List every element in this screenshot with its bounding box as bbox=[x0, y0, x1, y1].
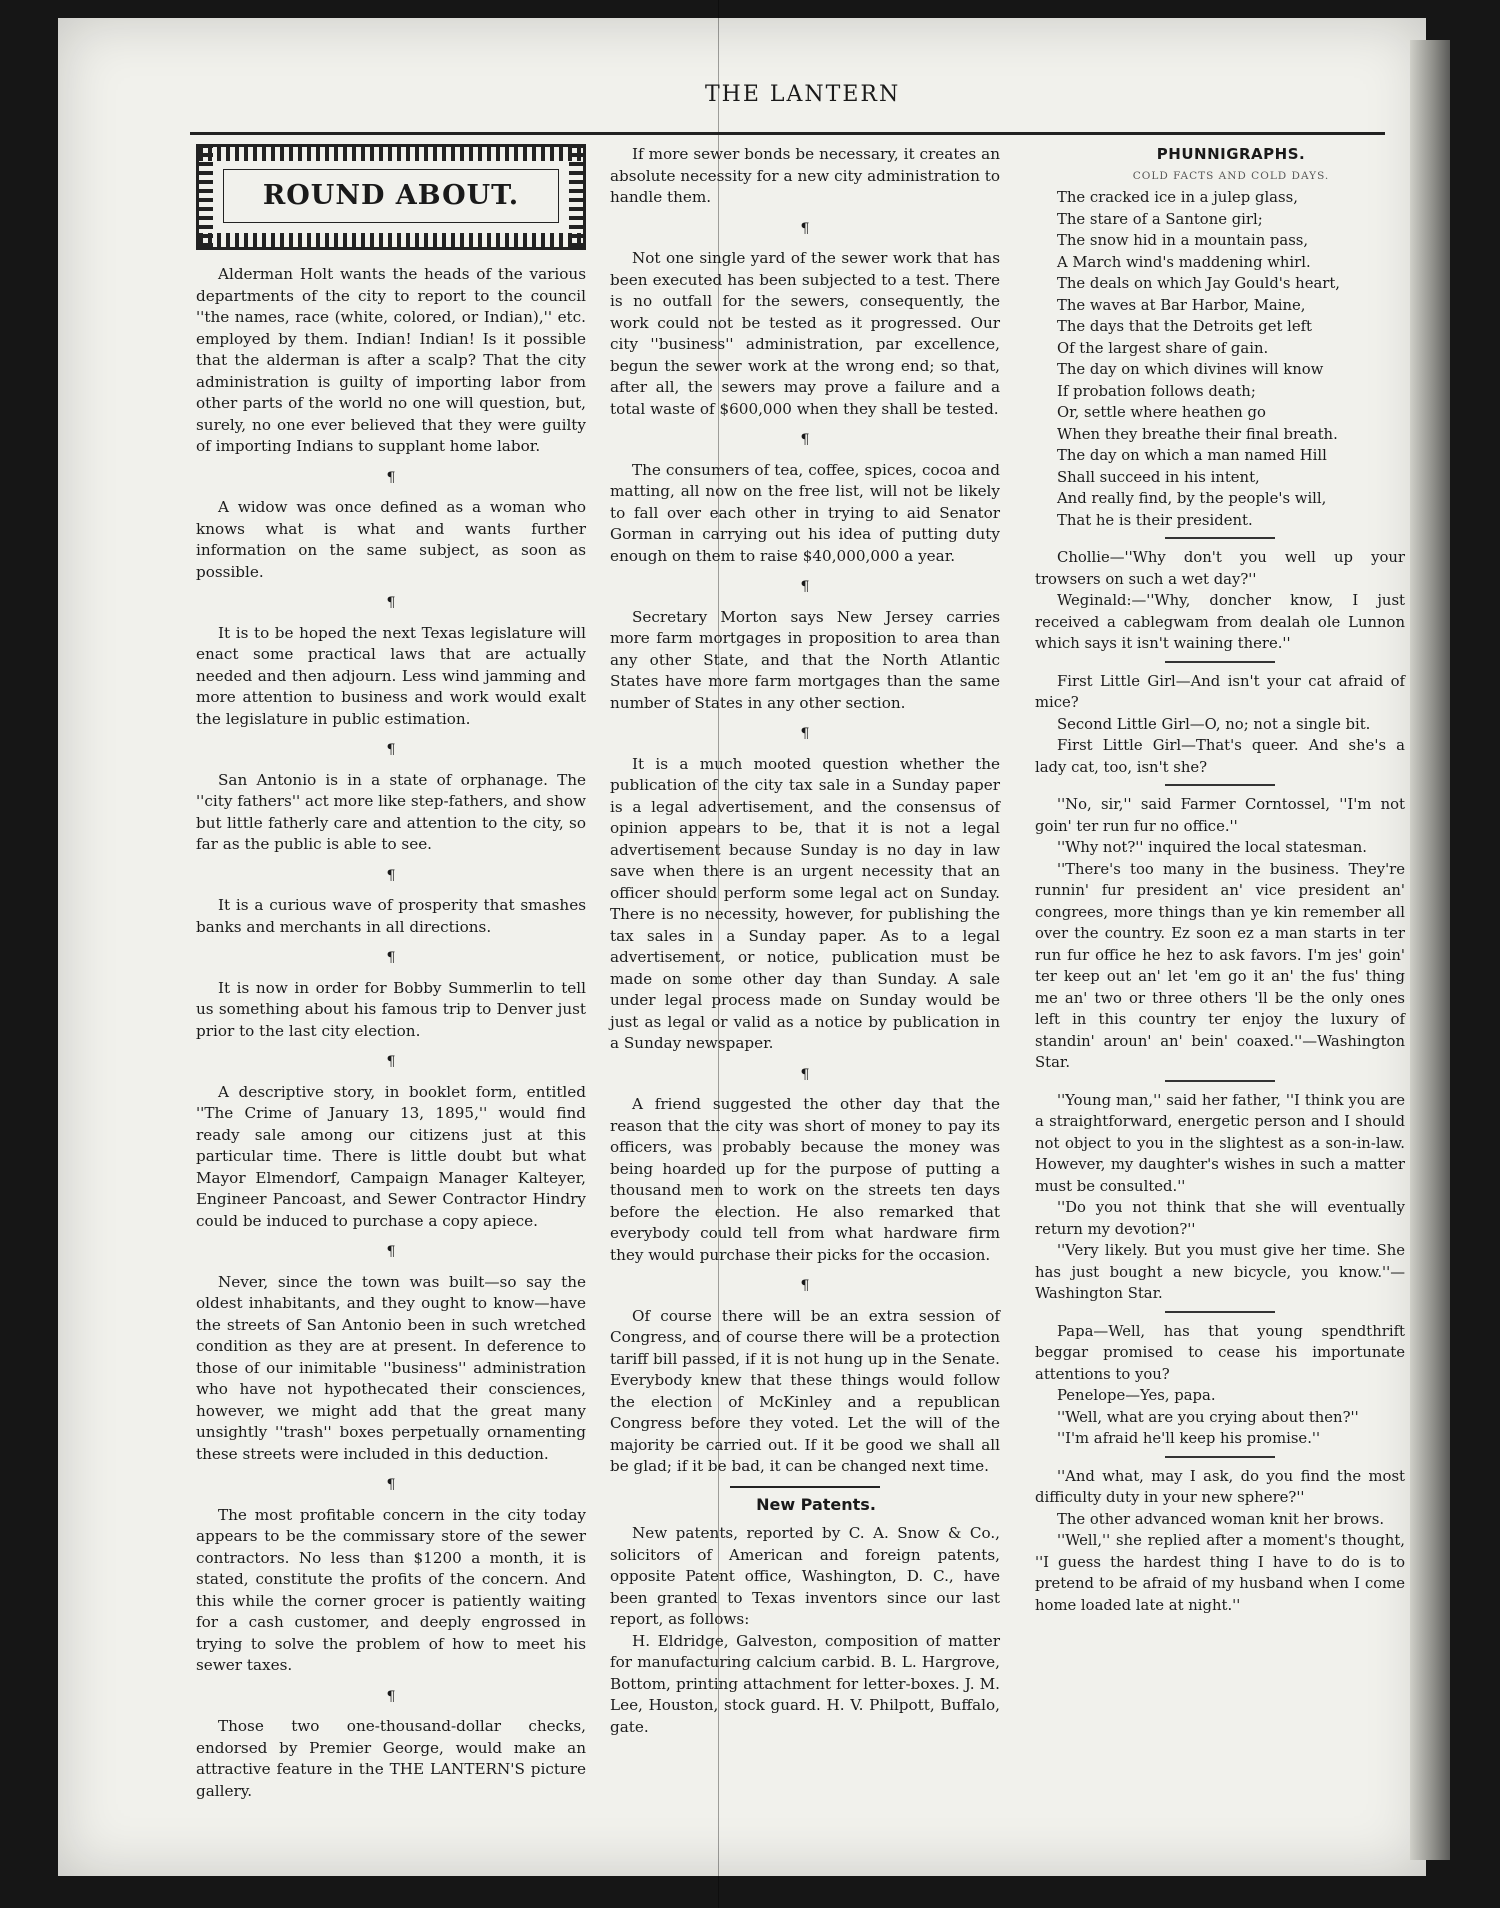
joke-line: ''No, sir,'' said Farmer Corntossel, ''I'm not goin' ter run fur no office.'' bbox=[1035, 796, 1405, 835]
joke-line: First Little Girl—And isn't your cat afraid of mice? bbox=[1035, 672, 1405, 711]
poem-line: Of the largest share of gain. bbox=[1057, 339, 1269, 357]
poem-line: The waves at Bar Harbor, Maine, bbox=[1057, 296, 1306, 314]
joke-line: Weginald:—''Why, doncher know, I just received a cablegwam from dealah ole Lunnon which says it isn't waining there.'' bbox=[1035, 592, 1405, 652]
joke-line: ''Young man,'' said her father, ''I think you are a straightforward, energetic person and I should not object to you in the slightest as a son-in-law. However, my daughter's wishes in such a matter must be consulted.'' bbox=[1035, 1091, 1405, 1195]
poem-line: The deals on which Jay Gould's heart, bbox=[1057, 275, 1341, 292]
joke-line: First Little Girl—That's queer. And she's a lady cat, too, isn't she? bbox=[1035, 737, 1405, 776]
section-header-frame bbox=[196, 144, 586, 250]
poem-line: And really find, by the people's will, bbox=[1057, 490, 1327, 507]
article-paragraph: A friend suggested the other day that the reason that the city was short of money to pay its officers, was probably because the money was being hoarded up for the purpose of putting a thousand men to work on the streets ten days before the election. He also remarked that everybody could tell from what hardware firm they would purchase their picks for the occasion. bbox=[610, 1095, 1000, 1264]
joke-line: Papa—Well, has that young spendthrift beggar promised to cease his importunate attentions to you? bbox=[1035, 1322, 1405, 1383]
pilcrow-divider: ¶ bbox=[386, 867, 396, 884]
poem-line: The snow hid in a mountain pass, bbox=[1057, 232, 1309, 249]
article-paragraph: It is a much mooted question whether the publication of the city tax sale in a Sunday paper is a legal advertisement, and the consensus of opinion appears to be, that it is not a legal advertisement because Sunday is no day in law save when there is an urgent necessity that an officer should perform some legal act on Sunday. There is no necessity, however, for publishing the tax sales in a Sunday paper. As to a legal advertisement, or notice, publication must be made on some other day than Sunday. A sale under legal process made on Sunday would be just as legal or valid as a notice by publication in a Sunday newspaper. bbox=[610, 754, 1000, 1052]
pilcrow-divider: ¶ bbox=[800, 1278, 810, 1294]
joke-line: The other advanced woman knit her brows. bbox=[1057, 1510, 1385, 1528]
pilcrow-divider: ¶ bbox=[800, 1066, 810, 1083]
article-paragraph: Never, since the town was built—so say the oldest inhabitants, and they ought to know—have the streets of San Antonio been in such wretched condition as they are at present. In deference to those of our inimitable ''business'' administration who have not hypothecated their consciences, however, we might add that the great many unsightly ''trash'' boxes perpetually ornamenting these streets were included in this deduction. bbox=[196, 1272, 586, 1463]
joke-line: ''Well,'' she replied after a moment's thought, ''I guess the hardest thing I have to do is to pretend to be afraid of my husband when I come home loaded late at night.'' bbox=[1035, 1532, 1405, 1614]
pilcrow-divider: ¶ bbox=[386, 1054, 396, 1070]
poem-line: A March wind's maddening whirl. bbox=[1057, 253, 1311, 271]
joke-line: Chollie—''Why don't you well up your trowsers on such a wet day?'' bbox=[1035, 549, 1405, 588]
new-patents-heading: New Patents. bbox=[756, 1494, 876, 1514]
article-paragraph: If more sewer bonds be necessary, it creates an absolute necessity for a new city administration to handle them. bbox=[610, 145, 1000, 206]
poem-line: The cracked ice in a julep glass, bbox=[1057, 189, 1298, 206]
article-paragraph: It is to be hoped the next Texas legislature will enact some practical laws that are actually needed and then adjourn. Less wind jamming and more attention to business and work would exalt the legislature in public estimation. bbox=[196, 623, 586, 728]
poem-line: That he is their president. bbox=[1057, 511, 1253, 529]
joke-line: ''And what, may I ask, do you find the most difficulty duty in your new sphere?'' bbox=[1035, 1467, 1405, 1506]
section-title: ROUND ABOUT. bbox=[223, 169, 559, 223]
page-edge bbox=[1410, 40, 1450, 1860]
poem-line: The stare of a Santone girl; bbox=[1057, 210, 1263, 228]
joke-separator bbox=[1165, 661, 1275, 663]
pilcrow-divider: ¶ bbox=[800, 220, 810, 237]
article-paragraph: San Antonio is in a state of orphanage. The ''city fathers'' act more like step-fathers, and show but little fatherly care and attention to the city, so far as the public is able to see. bbox=[196, 770, 586, 853]
column-round-about bbox=[196, 144, 586, 1802]
masthead: THE LANTERN bbox=[705, 82, 901, 107]
article-paragraph: The most profitable concern in the city today appears to be the commissary store of the sewer contractors. No less than $1200 a month, it is stated, constitute the profits of the concern. And this while the corner grocer is patiently waiting for a cash customer, and deeply engrossed in trying to solve the problem of how to meet his sewer taxes. bbox=[196, 1505, 586, 1674]
joke-line: ''I'm afraid he'll keep his promise.'' bbox=[1057, 1430, 1321, 1447]
pilcrow-divider: ¶ bbox=[386, 1244, 396, 1260]
poem-line: The days that the Detroits get left bbox=[1057, 318, 1313, 335]
section-rule bbox=[730, 1486, 880, 1488]
phunnigraphs-heading: PHUNNIGRAPHS. bbox=[1156, 145, 1306, 163]
joke-line: ''Very likely. But you must give her time. She has just bought a new bicycle, you know.''—Washington Star. bbox=[1035, 1242, 1405, 1302]
joke-separator bbox=[1165, 1080, 1275, 1082]
pilcrow-divider: ¶ bbox=[386, 1688, 396, 1705]
joke-separator bbox=[1165, 1456, 1275, 1458]
poem-line: The day on which divines will know bbox=[1057, 361, 1324, 378]
article-paragraph: A descriptive story, in booklet form, entitled ''The Crime of January 13, 1895,'' would find ready sale among our citizens just at this particular time. There is little doubt but what Mayor Elmendorf, Campaign Manager Kalteyer, Engineer Pancoast, and Sewer Contractor Hindry could be induced to purchase a copy apiece. bbox=[196, 1082, 586, 1230]
pilcrow-divider: ¶ bbox=[800, 726, 810, 742]
article-paragraph: Secretary Morton says New Jersey carries more farm mortgages in proposition to area than any other State, and that the North Atlantic States have more farm mortgages than the same number of States in any other section. bbox=[610, 607, 1000, 712]
article-paragraph: The consumers of tea, coffee, spices, cocoa and matting, all now on the free list, will not be likely to fall over each other in trying to aid Senator Gorman in carrying out his idea of putting duty enough on them to raise $40,000,000 a year. bbox=[610, 460, 1000, 565]
poem-title: COLD FACTS AND COLD DAYS. bbox=[1132, 169, 1330, 182]
article-paragraph: Those two one-thousand-dollar checks, endorsed by Premier George, would make an attractive feature in the THE LANTERN'S picture gallery. bbox=[196, 1717, 586, 1800]
joke-separator bbox=[1165, 1311, 1275, 1313]
pilcrow-divider: ¶ bbox=[800, 432, 810, 448]
pilcrow-divider: ¶ bbox=[386, 742, 396, 758]
header-rule bbox=[190, 132, 1385, 135]
poem-line: When they breathe their final breath. bbox=[1057, 425, 1338, 443]
article-paragraph: Not one single yard of the sewer work that has been executed has been subjected to a test. There is no outfall for the sewers, consequently, the work could not be tested as it progressed. Our city ''business'' administration, par excellence, begun the sewer work at the wrong end; so that, after all, the sewers may prove a failure and a total waste of $600,000 when they shall be tested. bbox=[610, 249, 1000, 418]
article-paragraph: Alderman Holt wants the heads of the various departments of the city to report to the council ''the names, race (white, colored, or Indian),'' etc. employed by them. Indian! Indian! Is it possible that the alderman is after a scalp? That the city administration is guilty of importing labor from other parts of the world no one will question, but, surely, no one ever believed that they were guilty of importing Indians to supplant home labor. bbox=[196, 265, 586, 455]
joke-line: ''There's too many in the business. They're runnin' fur president an' vice president an' congrees, more things than ye kin remember all over the country. Ez soon ez a man starts in ter run fur office he hez to ask favors. I'm jes' goin' ter keep out an' let 'em go it an' the fus' thing me an' two or three others 'll be the only ones left in this country ter enjoy the luxury of standin' aroun' an' bein' coaxed.''—Washington Star. bbox=[1035, 860, 1405, 1071]
pilcrow-divider: ¶ bbox=[800, 579, 810, 595]
pilcrow-divider: ¶ bbox=[386, 1477, 396, 1493]
joke-line: ''Do you not think that she will eventually return my devotion?'' bbox=[1035, 1199, 1405, 1238]
poem-line: If probation follows death; bbox=[1057, 382, 1256, 400]
joke-line: Penelope—Yes, papa. bbox=[1057, 1387, 1216, 1404]
pilcrow-divider: ¶ bbox=[386, 469, 396, 486]
poem-line: Or, settle where heathen go bbox=[1057, 404, 1266, 421]
joke-line: ''Why not?'' inquired the local statesman. bbox=[1057, 839, 1367, 856]
column-phunnigraphs bbox=[1035, 144, 1405, 1616]
joke-line: Second Little Girl—O, no; not a single bit. bbox=[1057, 715, 1371, 733]
new-patents-list: H. Eldridge, Galveston, composition of matter for manufacturing calcium carbid. B. L. Hargrove, Bottom, printing attachment for letter-boxes. J. M. Lee, Houston, stock guard. H. V. Philpott, Buffalo, gate. bbox=[610, 1631, 1000, 1736]
poem-line: Shall succeed in his intent, bbox=[1057, 468, 1260, 486]
new-patents-intro: New patents, reported by C. A. Snow & Co., solicitors of American and foreign patents, opposite Patent office, Washington, D. C., have been granted to Texas inventors since our last report, as follows: bbox=[610, 1524, 1000, 1628]
article-paragraph: Of course there will be an extra session of Congress, and of course there will be a protection tariff bill passed, if it is not hung up in the Senate. Everybody knew that these things would follow the election of McKinley and a republican Congress before they voted. Let the will of the majority be carried out. If it be good we shall all be glad; if it be bad, it can be changed next time. bbox=[610, 1306, 1000, 1475]
pilcrow-divider: ¶ bbox=[386, 950, 396, 966]
pilcrow-divider: ¶ bbox=[386, 595, 396, 611]
joke-separator bbox=[1165, 537, 1275, 539]
joke-separator bbox=[1165, 784, 1275, 786]
article-paragraph: It is a curious wave of prosperity that smashes banks and merchants in all directions. bbox=[196, 896, 586, 936]
column-editorials bbox=[610, 144, 1000, 1738]
joke-line: ''Well, what are you crying about then?'' bbox=[1057, 1408, 1359, 1426]
poem-line: The day on which a man named Hill bbox=[1057, 447, 1327, 464]
article-paragraph: A widow was once defined as a woman who knows what is what and wants further information on the same subject, as soon as possible. bbox=[196, 498, 586, 581]
article-paragraph: It is now in order for Bobby Summerlin to tell us something about his famous trip to Denver just prior to the last city election. bbox=[196, 978, 586, 1040]
